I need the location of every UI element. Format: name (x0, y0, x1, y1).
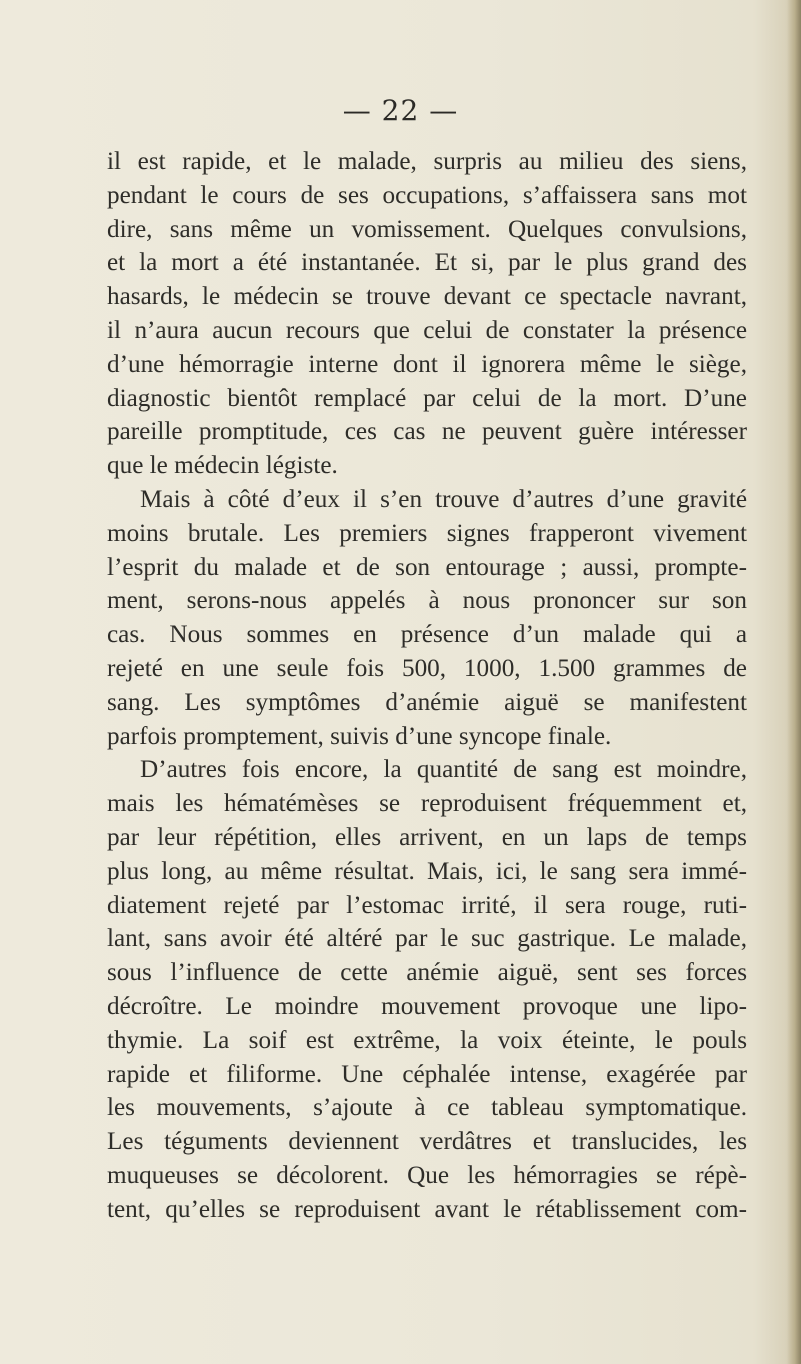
text-line: Les téguments deviennent verdâtres et translucides, les (107, 1128, 747, 1156)
text-line: rejeté en une seule fois 500, 1000, 1.500 grammes de (107, 654, 747, 682)
text-line: sous l’influence de cette anémie aiguë, sent ses forces (107, 959, 747, 987)
text-line: l’esprit du malade et de son entourage ; aussi, prompte- (107, 553, 747, 581)
text-line: décroître. Le moindre mouvement provoque une lipo- (107, 992, 747, 1020)
text-line: cas. Nous sommes en présence d’un malade qui a (107, 621, 747, 649)
text-line: il n’aura aucun recours que celui de constater la présence (107, 316, 747, 344)
text-line: parfois promptement, suivis d’une syncope finale. (107, 722, 612, 750)
text-line: et la mort a été instantanée. Et si, par le plus grand des (107, 249, 747, 277)
text-line: il est rapide, et le malade, surpris au milieu des siens, (107, 148, 747, 175)
text-line: les mouvements, s’ajoute à ce tableau symptomatique. (107, 1094, 747, 1122)
text-line: tent, qu’elles se reproduisent avant le rétablissement com- (107, 1195, 747, 1223)
text-line: ment, serons-nous appelés à nous prononcer sur son (107, 587, 747, 615)
text-line: diatement rejeté par l’estomac irrité, il sera rouge, ruti- (107, 891, 747, 919)
page-edge-shadow (787, 0, 801, 1364)
text-line: mais les hématémèses se reproduisent fréquemment et, (107, 790, 747, 818)
text-line: par leur répétition, elles arrivent, en un laps de temps (107, 823, 747, 851)
text-line: diagnostic bientôt remplacé par celui de la mort. D’une (107, 384, 747, 412)
text-line: pareille promptitude, ces cas ne peuvent guère intéresser (107, 418, 747, 446)
text-line: rapide et filiforme. Une céphalée intense, exagérée par (107, 1060, 747, 1088)
text-line: d’une hémorragie interne dont il ignorera même le siège, (107, 350, 747, 378)
text-line: moins brutale. Les premiers signes frapperont vivement (107, 519, 747, 547)
text-line: que le médecin légiste. (107, 452, 338, 480)
text-line: lant, sans avoir été altéré par le suc gastrique. Le malade, (107, 925, 747, 953)
text-line: dire, sans même un vomissement. Quelques convulsions, (107, 215, 747, 243)
text-line: muqueuses se décolorent. Que les hémorragies se répè- (107, 1161, 747, 1189)
text-line: Mais à côté d’eux il s’en trouve d’autres d’une gravité (140, 485, 747, 513)
text-line: hasards, le médecin se trouve devant ce spectacle navrant, (107, 283, 747, 311)
text-line: plus long, au même résultat. Mais, ici, le sang sera immé- (107, 857, 747, 885)
text-line: sang. Les symptômes d’anémie aiguë se manifestent (107, 688, 747, 716)
page-number: — 22 — (342, 94, 459, 127)
text-line: thymie. La soif est extrême, la voix éteinte, le pouls (107, 1026, 747, 1054)
body-text (107, 145, 747, 1227)
text-line: D’autres fois encore, la quantité de sang est moindre, (140, 756, 747, 784)
text-line: pendant le cours de ses occupations, s’affaissera sans mot (107, 181, 747, 209)
